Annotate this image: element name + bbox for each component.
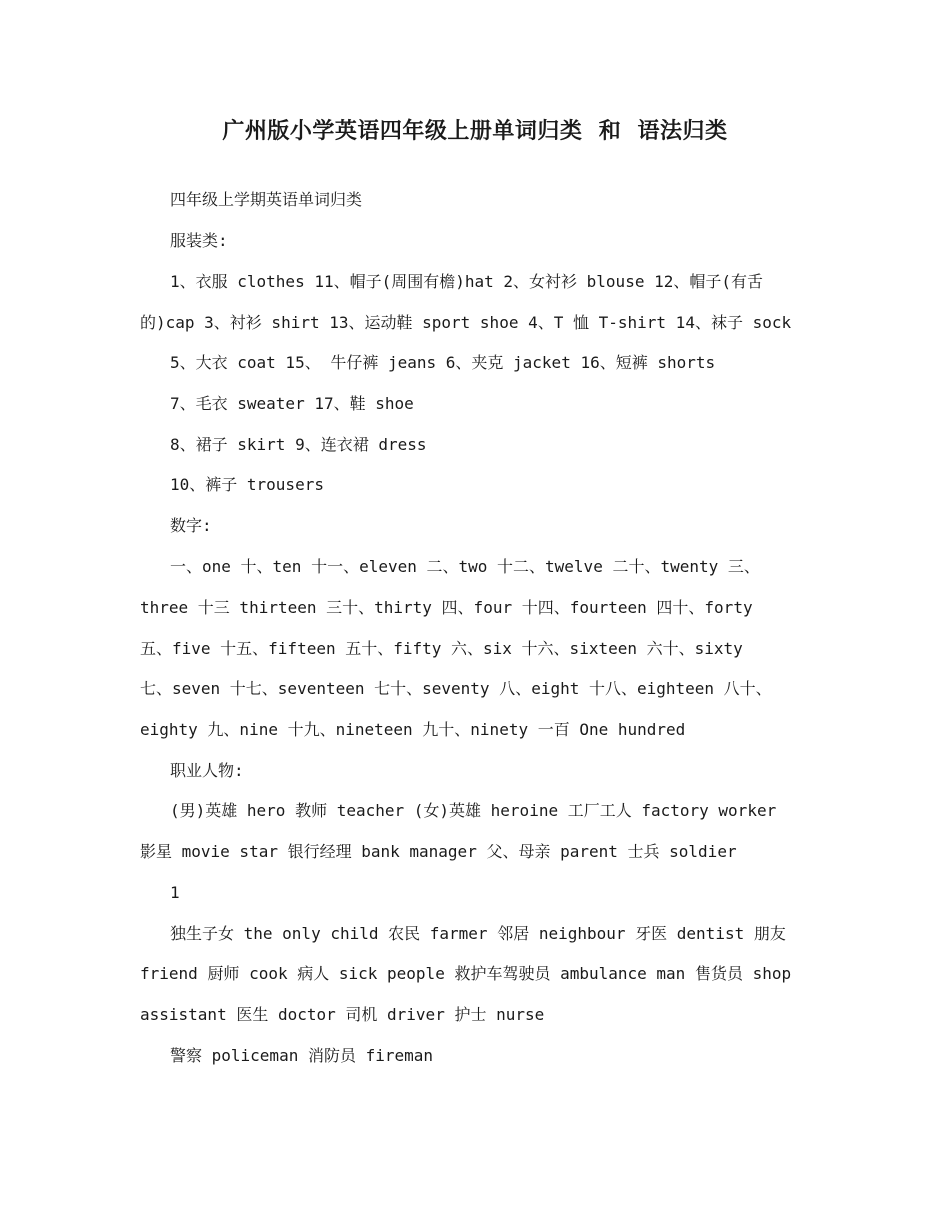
numbers-line-2: three 十三 thirteen 三十、thirty 四、four 十四、fourteen 四十、forty [140,598,753,617]
clothing-line-2: 的)cap 3、衬衫 shirt 13、运动鞋 sport shoe 4、T 恤 T-shirt 14、袜子 sock [140,313,792,332]
occupations-line-5: assistant 医生 doctor 司机 driver 护士 nurse [140,1005,545,1024]
category-heading-clothing: 服装类: [170,231,228,250]
category-heading-numbers: 数字: [170,516,212,535]
clothing-line-4: 7、毛衣 sweater 17、鞋 shoe [170,394,414,413]
numbers-line-1: 一、one 十、ten 十一、eleven 二、two 十二、twelve 二十、twenty 三、 [170,557,760,576]
page-number: 1 [170,883,180,902]
clothing-line-6: 10、裤子 trousers [170,475,324,494]
occupations-line-6: 警察 policeman 消防员 fireman [170,1046,434,1065]
occupations-line-2: 影星 movie star 银行经理 bank manager 父、母亲 parent 士兵 soldier [140,842,737,861]
clothing-line-5: 8、裙子 skirt 9、连衣裙 dress [170,435,427,454]
occupations-line-3: 独生子女 the only child 农民 farmer 邻居 neighbour 牙医 dentist 朋友 [170,924,786,943]
occupations-line-4: friend 厨师 cook 病人 sick people 救护车驾驶员 ambulance man 售货员 shop [140,964,792,983]
numbers-line-4: 七、seven 十七、seventeen 七十、seventy 八、eight 十八、eighteen 八十、 [140,679,772,698]
category-heading-occupations: 职业人物: [170,761,244,780]
section-heading-vocabulary: 四年级上学期英语单词归类 [170,190,363,209]
clothing-line-1: 1、衣服 clothes 11、帽子(周围有檐)hat 2、女衬衫 blouse 12、帽子(有舌 [170,272,763,291]
numbers-line-5: eighty 九、nine 十九、nineteen 九十、ninety 一百 One hundred [140,720,686,739]
clothing-line-3: 5、大衣 coat 15、 牛仔裤 jeans 6、夹克 jacket 16、短裤 shorts [170,353,716,372]
numbers-line-3: 五、five 十五、fifteen 五十、fifty 六、six 十六、sixteen 六十、sixty [140,639,743,658]
occupations-line-1: (男)英雄 hero 教师 teacher (女)英雄 heroine 工厂工人 factory worker [170,801,777,820]
document-title: 广州版小学英语四年级上册单词归类 和 语法归类 [222,118,728,144]
